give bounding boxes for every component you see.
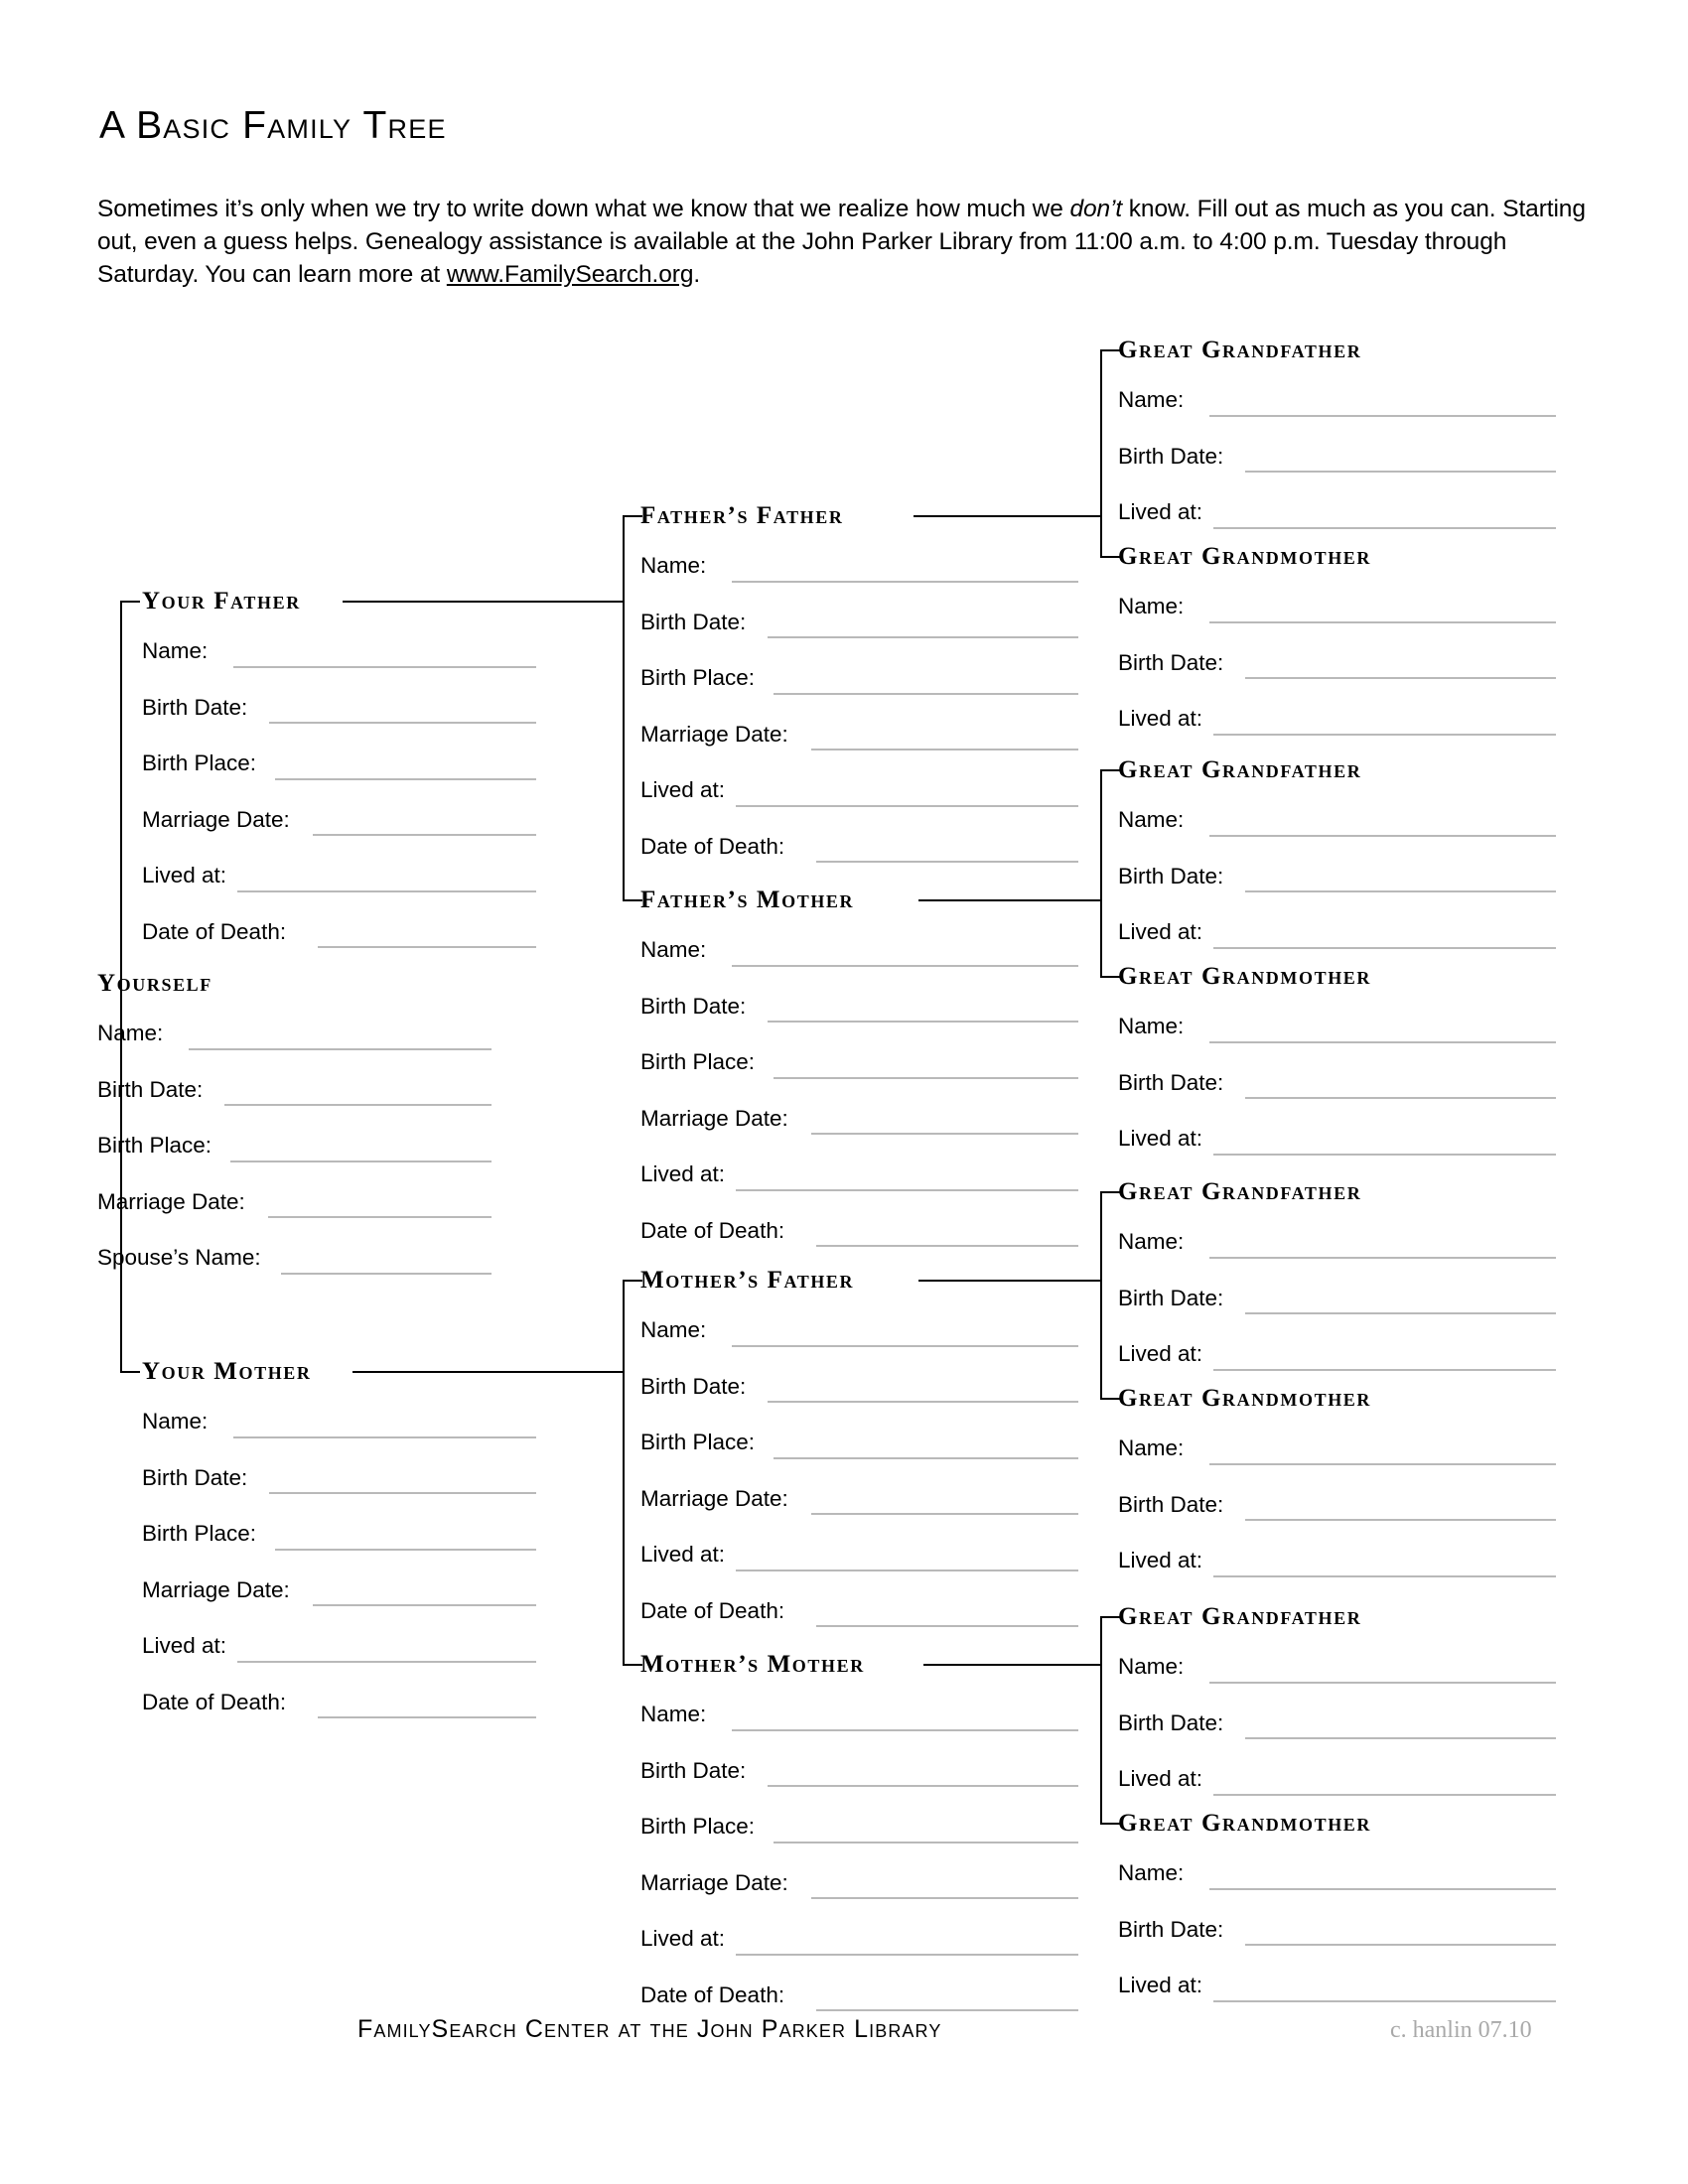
person-block-great-grandparent-6 (1118, 1386, 1371, 1572)
field-mothers-mother-marriage-date (640, 1869, 865, 1895)
field-fathers-father-name (640, 555, 843, 578)
rule-mothers-father (918, 1280, 1100, 1282)
bracket-gg-3-bottom-stub (1100, 1398, 1120, 1400)
writeline-your-mother-birth-date[interactable] (269, 1492, 536, 1494)
field-your-father-name (142, 640, 301, 663)
rule-your-father (343, 601, 624, 603)
writeline-fathers-mother-birth-place[interactable] (774, 1077, 1078, 1079)
field-fathers-mother-name (640, 939, 854, 962)
bracket-self-mother-stub (120, 1371, 140, 1373)
heading-yourself: Yourself (97, 970, 212, 997)
writeline-gg5-name[interactable] (1209, 1257, 1556, 1259)
field-gg5-name (1118, 1231, 1361, 1254)
bracket-gg-2-bottom-stub (1100, 976, 1120, 978)
field-gg8-lived-at (1118, 1975, 1371, 1997)
label-name: Name: (142, 1409, 209, 1433)
bracket-gg-2-vertical (1100, 769, 1102, 978)
writeline-fathers-mother-date-of-death[interactable] (816, 1245, 1078, 1247)
writeline-your-mother-lived-at[interactable] (237, 1661, 536, 1663)
rule-fathers-father (914, 515, 1100, 517)
writeline-fathers-mother-name[interactable] (732, 965, 1078, 967)
rule-fathers-mother (918, 899, 1100, 901)
bracket-father-top-stub (623, 515, 642, 517)
field-mothers-father-name (640, 1319, 854, 1342)
field-gg1-birth-date (1118, 443, 1361, 469)
writeline-your-mother-marriage-date[interactable] (313, 1604, 536, 1606)
writeline-your-father-name[interactable] (233, 666, 536, 668)
field-yourself-name (97, 1023, 261, 1045)
bracket-gg-2-top-stub (1100, 769, 1120, 771)
label-date-of-death: Date of Death: (142, 918, 287, 944)
writeline-fathers-father-birth-date[interactable] (768, 636, 1078, 638)
heading-mothers-father: Mother’s Father (640, 1267, 855, 1294)
writeline-mothers-mother-birth-place[interactable] (774, 1842, 1078, 1843)
label-marriage-date: Marriage Date: (640, 721, 788, 747)
person-block-fathers-mother (640, 887, 854, 1242)
field-yourself-marriage-date (97, 1188, 261, 1214)
bracket-mother-bottom-stub (623, 1664, 642, 1666)
writeline-mothers-father-date-of-death[interactable] (816, 1625, 1078, 1627)
writeline-gg7-birth-date[interactable] (1245, 1737, 1556, 1739)
writeline-yourself-birth-date[interactable] (224, 1104, 492, 1106)
bracket-father-bottom-stub (623, 899, 642, 901)
field-mothers-father-birth-date (640, 1373, 854, 1399)
field-your-father-birth-place (142, 752, 301, 775)
field-gg4-lived-at (1118, 1128, 1371, 1151)
label-birth-place: Birth Place: (97, 1133, 212, 1158)
field-gg5-lived-at (1118, 1343, 1361, 1366)
label-lived-at: Lived at: (640, 1542, 726, 1567)
field-mothers-father-lived-at (640, 1544, 854, 1567)
label-birth-place: Birth Place: (142, 751, 257, 775)
field-gg2-name (1118, 596, 1371, 618)
label-lived-at: Lived at: (1118, 919, 1203, 944)
person-block-great-grandparent-3 (1118, 757, 1361, 944)
bracket-mother-top-stub (623, 1280, 642, 1282)
label-marriage-date: Marriage Date: (640, 1105, 788, 1131)
field-mothers-mother-lived-at (640, 1928, 865, 1951)
field-mothers-mother-birth-place (640, 1816, 865, 1839)
field-gg1-name (1118, 389, 1361, 412)
field-gg6-name (1118, 1437, 1371, 1460)
field-fathers-mother-birth-date (640, 993, 854, 1019)
heading-your-mother: Your Mother (142, 1358, 312, 1385)
label-lived-at: Lived at: (1118, 1973, 1203, 1997)
label-marriage-date: Marriage Date: (142, 806, 290, 832)
writeline-gg4-name[interactable] (1209, 1041, 1556, 1043)
field-mothers-mother-name (640, 1704, 865, 1726)
label-name: Name: (640, 553, 707, 578)
writeline-gg3-birth-date[interactable] (1245, 890, 1556, 892)
field-your-mother-date-of-death (142, 1689, 312, 1714)
writeline-mothers-mother-lived-at[interactable] (736, 1954, 1078, 1956)
label-lived-at: Lived at: (640, 1926, 726, 1951)
label-birth-date: Birth Date: (142, 694, 248, 720)
label-name: Name: (640, 937, 707, 962)
field-mothers-father-marriage-date (640, 1485, 854, 1511)
label-name: Name: (640, 1702, 707, 1726)
field-your-mother-birth-place (142, 1523, 312, 1546)
label-name: Name: (1118, 807, 1185, 832)
field-fathers-father-birth-place (640, 667, 843, 690)
writeline-mothers-mother-name[interactable] (732, 1729, 1078, 1731)
label-birth-place: Birth Place: (640, 665, 756, 690)
label-date-of-death: Date of Death: (142, 1689, 287, 1714)
intro-text-part3: . (693, 261, 701, 288)
heading-great-grandmother-2: Great Grandmother (1118, 963, 1372, 990)
heading-great-grandmother-4: Great Grandmother (1118, 1810, 1372, 1837)
label-birth-place: Birth Place: (640, 1049, 756, 1074)
writeline-gg8-name[interactable] (1209, 1888, 1556, 1890)
writeline-mothers-mother-birth-date[interactable] (768, 1785, 1078, 1787)
field-gg4-birth-date (1118, 1069, 1371, 1095)
writeline-gg6-name[interactable] (1209, 1463, 1556, 1465)
writeline-mothers-mother-date-of-death[interactable] (816, 2009, 1078, 2011)
field-gg5-birth-date (1118, 1285, 1361, 1310)
writeline-gg7-name[interactable] (1209, 1682, 1556, 1684)
label-name: Name: (97, 1021, 164, 1045)
writeline-gg2-lived-at[interactable] (1213, 734, 1556, 736)
writeline-mothers-father-lived-at[interactable] (736, 1570, 1078, 1571)
label-birth-date: Birth Date: (1118, 443, 1224, 469)
person-block-fathers-father (640, 503, 843, 858)
writeline-gg6-birth-date[interactable] (1245, 1519, 1556, 1521)
footer-credit: c. hanlin 07.10 (1390, 2017, 1532, 2043)
label-marriage-date: Marriage Date: (640, 1869, 788, 1895)
label-name: Name: (1118, 1229, 1185, 1254)
writeline-mothers-father-marriage-date[interactable] (811, 1513, 1078, 1515)
bracket-gg-3-top-stub (1100, 1191, 1120, 1193)
label-name: Name: (1118, 1860, 1185, 1885)
label-name: Name: (1118, 1014, 1185, 1038)
bracket-gg-4-top-stub (1100, 1616, 1120, 1618)
person-block-great-grandparent-4 (1118, 964, 1371, 1151)
label-name: Name: (640, 1317, 707, 1342)
person-block-your-father (142, 589, 301, 943)
writeline-gg2-birth-date[interactable] (1245, 677, 1556, 679)
writeline-your-father-lived-at[interactable] (237, 890, 536, 892)
heading-great-grandfather-1: Great Grandfather (1118, 337, 1362, 363)
writeline-fathers-father-marriage-date[interactable] (811, 749, 1078, 751)
writeline-mothers-mother-marriage-date[interactable] (811, 1897, 1078, 1899)
person-block-your-mother (142, 1359, 312, 1713)
bracket-self-father-stub (120, 601, 140, 603)
field-fathers-father-marriage-date (640, 721, 843, 747)
heading-great-grandfather-3: Great Grandfather (1118, 1178, 1362, 1205)
field-fathers-father-birth-date (640, 609, 843, 634)
intro-emphasis: don’t (1069, 196, 1123, 222)
writeline-fathers-father-date-of-death[interactable] (816, 861, 1078, 863)
field-gg6-lived-at (1118, 1550, 1371, 1572)
heading-mothers-mother: Mother’s Mother (640, 1651, 865, 1678)
field-your-mother-marriage-date (142, 1576, 312, 1602)
writeline-mothers-father-name[interactable] (732, 1345, 1078, 1347)
bracket-gg-1-top-stub (1100, 349, 1120, 351)
intro-text-part2: know. Fill out as much as you can. Starting out, even a guess helps. Genealogy assistance is available at the John Parker Library from 11:00 a.m. to 4:00 p.m. Tuesday through Saturday. You can learn more at (97, 196, 1586, 288)
writeline-gg5-birth-date[interactable] (1245, 1312, 1556, 1314)
writeline-mothers-father-birth-place[interactable] (774, 1457, 1078, 1459)
label-birth-date: Birth Date: (640, 1373, 747, 1399)
field-fathers-father-date-of-death (640, 833, 843, 859)
writeline-yourself-marriage-date[interactable] (268, 1216, 492, 1218)
writeline-gg8-lived-at[interactable] (1213, 2000, 1556, 2002)
field-fathers-mother-birth-place (640, 1051, 854, 1074)
label-lived-at: Lived at: (142, 1633, 227, 1658)
label-birth-date: Birth Date: (1118, 1491, 1224, 1517)
field-your-father-marriage-date (142, 806, 301, 832)
label-date-of-death: Date of Death: (640, 1981, 785, 2007)
label-name: Name: (1118, 1435, 1185, 1460)
label-birth-date: Birth Date: (1118, 1069, 1224, 1095)
bracket-gg-4-bottom-stub (1100, 1823, 1120, 1825)
writeline-gg4-birth-date[interactable] (1245, 1097, 1556, 1099)
field-gg6-birth-date (1118, 1491, 1371, 1517)
writeline-your-mother-birth-place[interactable] (275, 1549, 536, 1551)
page-title: A Basic Family Tree (99, 104, 447, 147)
person-block-great-grandparent-5 (1118, 1179, 1361, 1366)
field-mothers-mother-birth-date (640, 1757, 865, 1783)
bracket-gg-3-vertical (1100, 1191, 1102, 1400)
field-mothers-mother-date-of-death (640, 1981, 865, 2007)
label-date-of-death: Date of Death: (640, 1597, 785, 1623)
person-block-mothers-mother (640, 1652, 865, 2006)
writeline-gg8-birth-date[interactable] (1245, 1944, 1556, 1946)
label-birth-place: Birth Place: (142, 1521, 257, 1546)
writeline-gg3-name[interactable] (1209, 835, 1556, 837)
footer-organization: FamilySearch Center at the John Parker Library (357, 2015, 942, 2043)
writeline-mothers-father-birth-date[interactable] (768, 1401, 1078, 1403)
writeline-fathers-mother-marriage-date[interactable] (811, 1133, 1078, 1135)
writeline-your-father-birth-date[interactable] (269, 722, 536, 724)
label-lived-at: Lived at: (142, 863, 227, 887)
heading-great-grandmother-3: Great Grandmother (1118, 1385, 1372, 1412)
label-birth-date: Birth Date: (142, 1464, 248, 1490)
field-yourself-birth-date (97, 1076, 261, 1102)
label-name: Name: (1118, 594, 1185, 618)
label-birth-date: Birth Date: (1118, 649, 1224, 675)
label-marriage-date: Marriage Date: (142, 1576, 290, 1602)
heading-great-grandmother-1: Great Grandmother (1118, 543, 1372, 570)
field-fathers-mother-marriage-date (640, 1105, 854, 1131)
label-name: Name: (142, 638, 209, 663)
label-birth-date: Birth Date: (97, 1076, 204, 1102)
writeline-gg7-lived-at[interactable] (1213, 1794, 1556, 1796)
heading-fathers-mother: Father’s Mother (640, 887, 855, 913)
field-gg2-lived-at (1118, 708, 1371, 731)
label-birth-date: Birth Date: (640, 1757, 747, 1783)
writeline-your-mother-date-of-death[interactable] (318, 1716, 536, 1718)
writeline-fathers-mother-lived-at[interactable] (736, 1189, 1078, 1191)
label-marriage-date: Marriage Date: (97, 1188, 245, 1214)
label-lived-at: Lived at: (1118, 499, 1203, 524)
person-block-mothers-father (640, 1268, 854, 1622)
person-block-yourself (97, 971, 261, 1270)
label-birth-place: Birth Place: (640, 1430, 756, 1454)
label-birth-date: Birth Date: (640, 993, 747, 1019)
writeline-gg5-lived-at[interactable] (1213, 1369, 1556, 1371)
label-lived-at: Lived at: (640, 1161, 726, 1186)
writeline-yourself-birth-place[interactable] (230, 1160, 492, 1162)
field-gg3-name (1118, 809, 1361, 832)
bracket-father-vertical (623, 515, 625, 901)
field-gg4-name (1118, 1016, 1371, 1038)
person-block-great-grandparent-1 (1118, 338, 1361, 524)
familysearch-link[interactable]: www.FamilySearch.org (446, 261, 694, 288)
field-mothers-father-birth-place (640, 1432, 854, 1454)
writeline-gg2-name[interactable] (1209, 621, 1556, 623)
field-your-mother-lived-at (142, 1635, 312, 1658)
writeline-fathers-father-lived-at[interactable] (736, 805, 1078, 807)
field-fathers-mother-date-of-death (640, 1217, 854, 1243)
writeline-fathers-mother-birth-date[interactable] (768, 1021, 1078, 1023)
rule-your-mother (352, 1371, 624, 1373)
heading-great-grandfather-2: Great Grandfather (1118, 756, 1362, 783)
field-fathers-mother-lived-at (640, 1163, 854, 1186)
writeline-gg1-name[interactable] (1209, 415, 1556, 417)
field-your-mother-name (142, 1411, 312, 1433)
writeline-your-mother-name[interactable] (233, 1436, 536, 1438)
writeline-fathers-father-birth-place[interactable] (774, 693, 1078, 695)
bracket-gg-1-vertical (1100, 349, 1102, 558)
field-gg8-birth-date (1118, 1916, 1371, 1942)
field-gg2-birth-date (1118, 649, 1371, 675)
heading-great-grandfather-4: Great Grandfather (1118, 1603, 1362, 1630)
label-birth-place: Birth Place: (640, 1814, 756, 1839)
field-gg7-birth-date (1118, 1709, 1361, 1735)
field-gg3-birth-date (1118, 863, 1361, 888)
writeline-gg4-lived-at[interactable] (1213, 1154, 1556, 1156)
bracket-mother-vertical (623, 1280, 625, 1666)
label-lived-at: Lived at: (1118, 1766, 1203, 1791)
writeline-gg1-birth-date[interactable] (1245, 471, 1556, 473)
writeline-yourself-name[interactable] (189, 1048, 492, 1050)
label-birth-date: Birth Date: (1118, 863, 1224, 888)
person-block-great-grandparent-8 (1118, 1811, 1371, 1997)
bracket-gg-4-vertical (1100, 1616, 1102, 1825)
label-birth-date: Birth Date: (1118, 1916, 1224, 1942)
writeline-yourself-spouse-name[interactable] (281, 1273, 492, 1275)
label-lived-at: Lived at: (1118, 1126, 1203, 1151)
field-gg8-name (1118, 1862, 1371, 1885)
label-birth-date: Birth Date: (1118, 1285, 1224, 1310)
label-lived-at: Lived at: (1118, 1548, 1203, 1572)
writeline-your-father-marriage-date[interactable] (313, 834, 536, 836)
intro-paragraph (97, 193, 1587, 291)
label-name: Name: (1118, 387, 1185, 412)
label-lived-at: Lived at: (640, 777, 726, 802)
person-block-great-grandparent-7 (1118, 1604, 1361, 1791)
field-yourself-spouse-name (97, 1247, 261, 1270)
label-birth-date: Birth Date: (1118, 1709, 1224, 1735)
field-yourself-birth-place (97, 1135, 261, 1158)
label-lived-at: Lived at: (1118, 1341, 1203, 1366)
label-birth-date: Birth Date: (640, 609, 747, 634)
label-spouse-name: Spouse’s Name: (97, 1245, 261, 1270)
heading-fathers-father: Father’s Father (640, 502, 844, 529)
writeline-fathers-father-name[interactable] (732, 581, 1078, 583)
field-your-father-lived-at (142, 865, 301, 887)
label-marriage-date: Marriage Date: (640, 1485, 788, 1511)
person-block-great-grandparent-2 (1118, 544, 1371, 731)
label-date-of-death: Date of Death: (640, 1217, 785, 1243)
field-gg7-lived-at (1118, 1768, 1361, 1791)
rule-mothers-mother (923, 1664, 1100, 1666)
field-gg1-lived-at (1118, 501, 1361, 524)
field-gg3-lived-at (1118, 921, 1361, 944)
field-your-father-birth-date (142, 694, 301, 720)
label-lived-at: Lived at: (1118, 706, 1203, 731)
field-your-mother-birth-date (142, 1464, 312, 1490)
writeline-gg3-lived-at[interactable] (1213, 947, 1556, 949)
field-mothers-father-date-of-death (640, 1597, 854, 1623)
intro-text-part1: Sometimes it’s only when we try to write down what we know that we realize how much we (97, 196, 1070, 222)
label-name: Name: (1118, 1654, 1185, 1679)
writeline-your-father-birth-place[interactable] (275, 778, 536, 780)
writeline-gg1-lived-at[interactable] (1213, 527, 1556, 529)
writeline-gg6-lived-at[interactable] (1213, 1575, 1556, 1577)
field-your-father-date-of-death (142, 918, 301, 944)
writeline-your-father-date-of-death[interactable] (318, 946, 536, 948)
bracket-gg-1-bottom-stub (1100, 556, 1120, 558)
heading-your-father: Your Father (142, 588, 301, 614)
field-fathers-father-lived-at (640, 779, 843, 802)
label-date-of-death: Date of Death: (640, 833, 785, 859)
field-gg7-name (1118, 1656, 1361, 1679)
